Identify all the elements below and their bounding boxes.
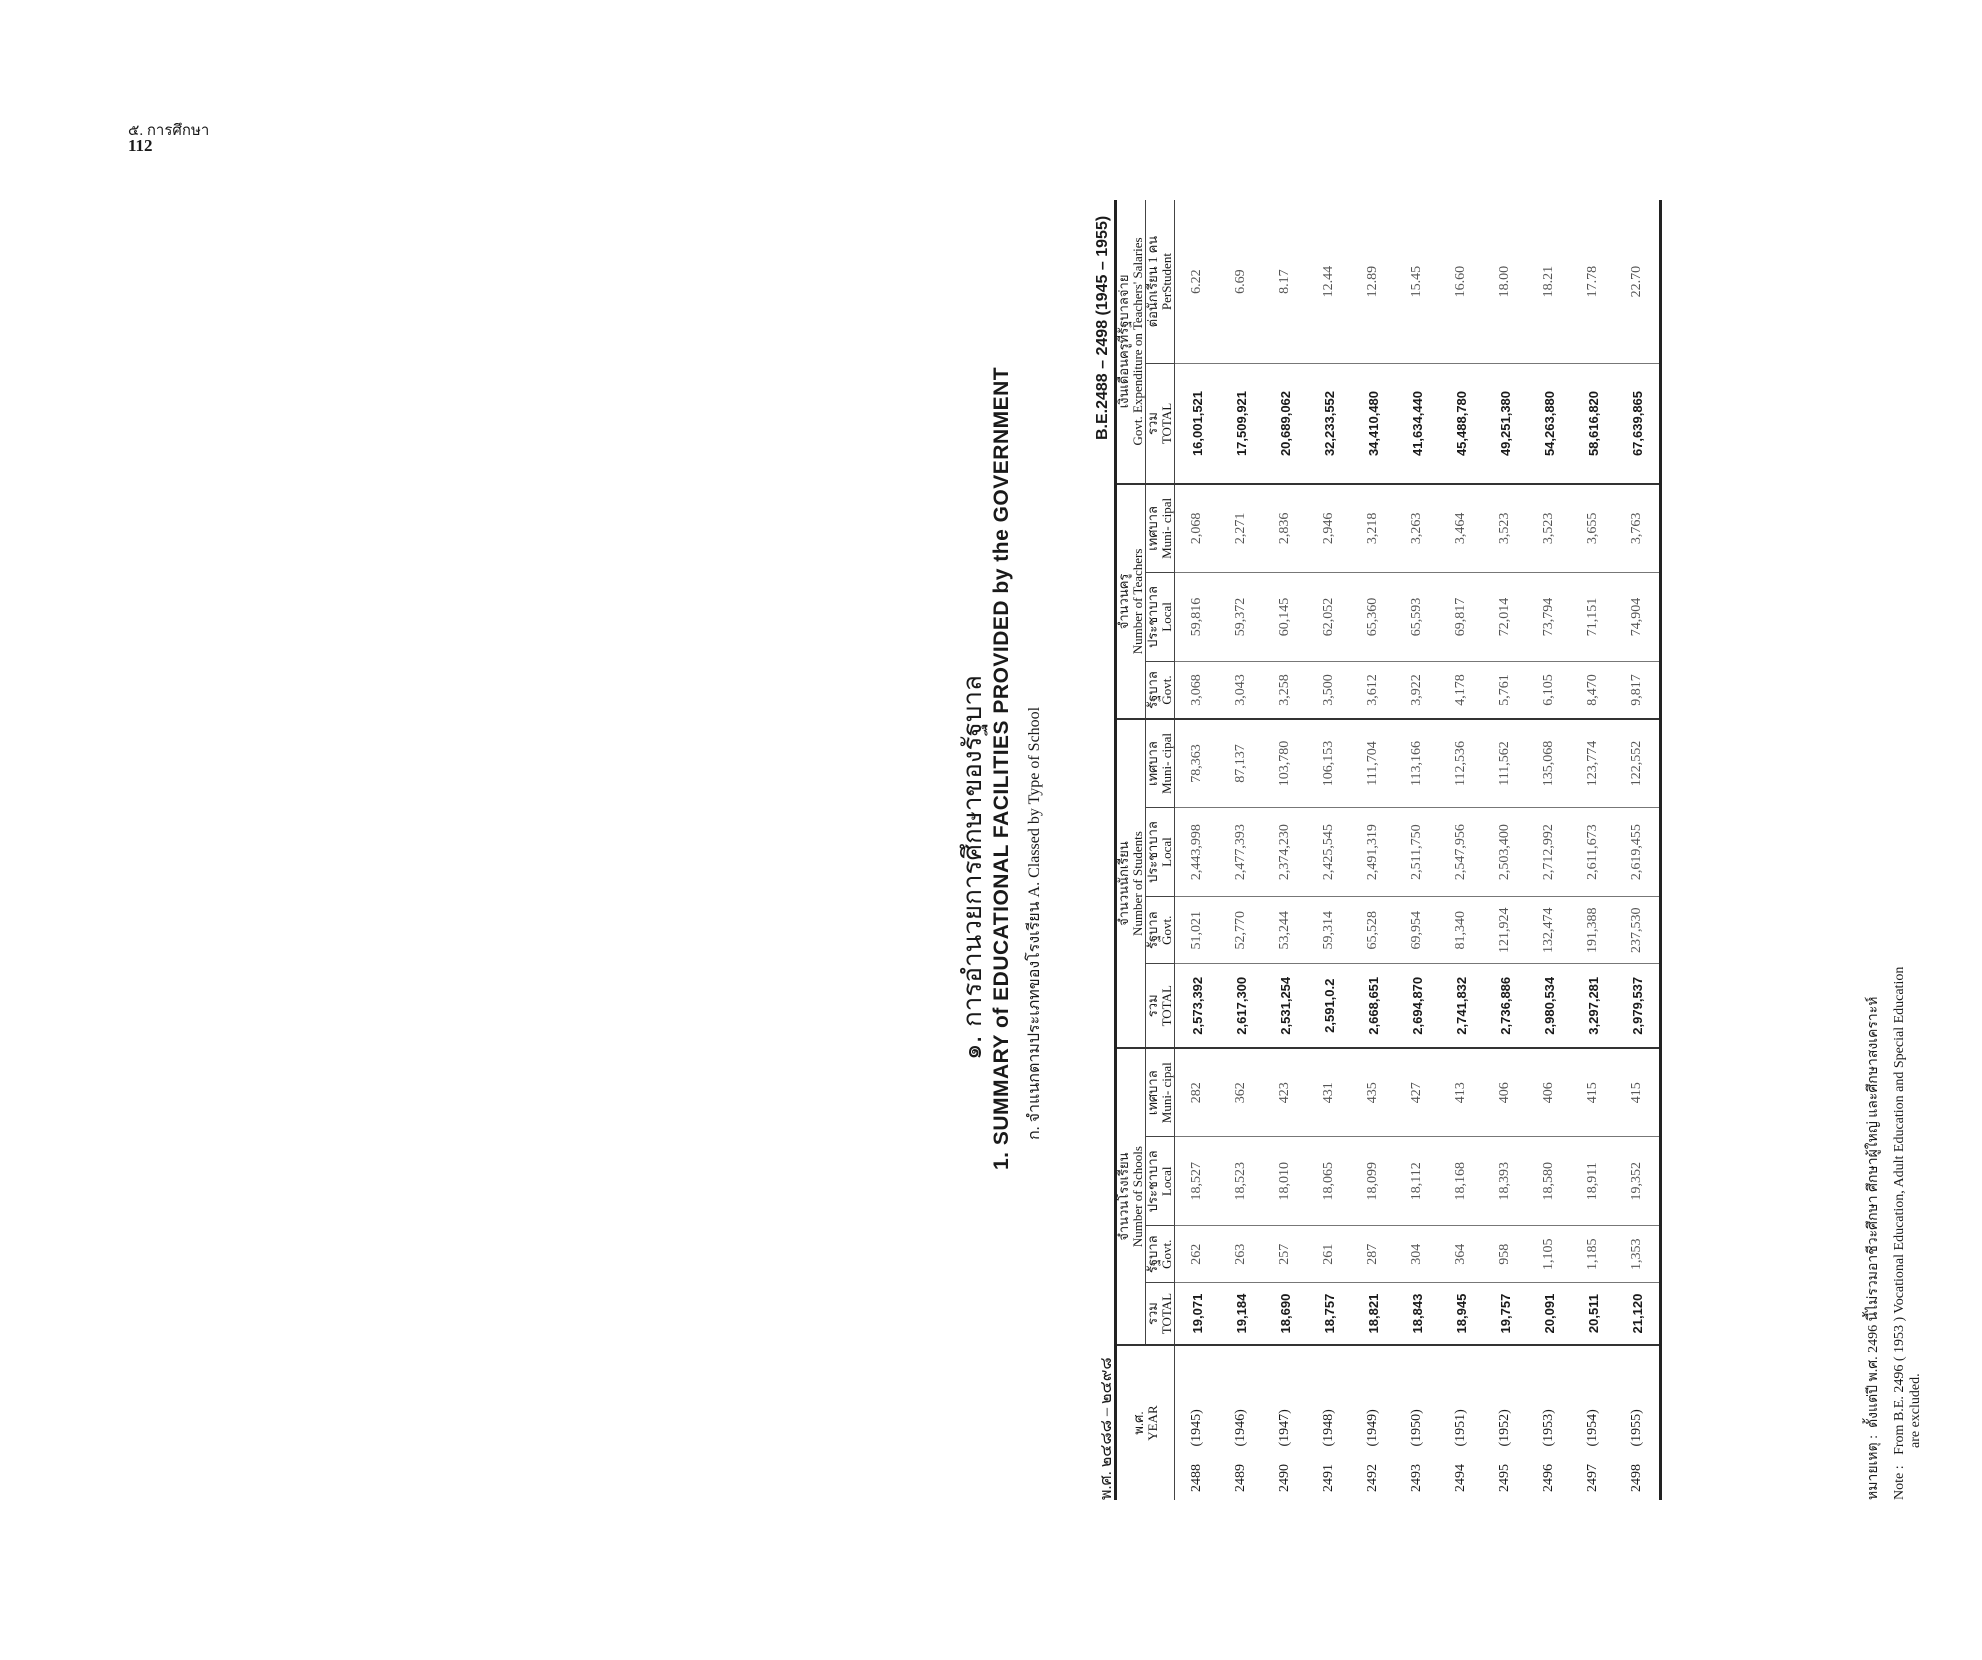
table-row <box>1351 200 1395 1500</box>
cell-st-local: 2,712,992 <box>1527 808 1571 897</box>
cell-st-total: 2,980,534 <box>1527 964 1571 1048</box>
cell-t-muni: 3,763 <box>1615 484 1661 573</box>
education-summary-table <box>1114 200 1662 1500</box>
cell-st-local: 2,374,230 <box>1263 808 1307 897</box>
cell-year: 2488 (1945) <box>1189 1409 1204 1492</box>
cell-t-local: 60,145 <box>1263 572 1307 661</box>
rotated-page-content <box>958 200 1982 1500</box>
cell-t-govt: 3,922 <box>1395 661 1439 719</box>
cell-t-govt: 6,105 <box>1527 661 1571 719</box>
cell-t-muni: 3,464 <box>1439 484 1483 573</box>
cell-t-govt: 9,817 <box>1615 661 1661 719</box>
cell-s-local: 18,099 <box>1351 1137 1395 1226</box>
table-row <box>1439 200 1483 1500</box>
cell-st-muni: 135,068 <box>1527 719 1571 808</box>
cell-t-muni: 3,523 <box>1527 484 1571 573</box>
cell-st-muni: 123,774 <box>1571 719 1615 808</box>
cell-st-total: 2,741,832 <box>1439 964 1483 1048</box>
schools-muni-header: เทศบาล Muni- cipal <box>1146 1048 1175 1137</box>
teachers-local-header: ประชาบาล Local <box>1146 572 1175 661</box>
students-group-header: จำนวนนักเรียน Number of Students <box>1116 719 1146 1048</box>
cell-year: 2498 (1955) <box>1629 1409 1644 1492</box>
cell-e-per: 12.89 <box>1351 200 1395 364</box>
subtitle: ก. จำแนกตามประเภทของโรงเรียน A. Classed by Type of School <box>1026 706 1043 1140</box>
cell-e-total: 41,634,440 <box>1395 364 1439 484</box>
cell-st-total: 3,297,281 <box>1571 964 1615 1048</box>
title-thai: ๑. การอำนวยการศึกษาของรัฐบาล <box>958 675 988 1060</box>
cell-s-govt: 257 <box>1263 1226 1307 1283</box>
table-row <box>1219 200 1263 1500</box>
schools-total-header: รวม TOTAL <box>1146 1283 1175 1345</box>
students-muni-header: เทศบาล Muni- cipal <box>1146 719 1175 808</box>
cell-e-total: 49,251,380 <box>1483 364 1527 484</box>
cell-year: 2496 (1953) <box>1541 1409 1556 1492</box>
cell-year: 2491 (1948) <box>1321 1409 1336 1492</box>
cell-st-muni: 111,704 <box>1351 719 1395 808</box>
cell-t-govt: 3,068 <box>1175 661 1220 719</box>
cell-s-govt: 262 <box>1175 1226 1220 1283</box>
cell-s-muni: 362 <box>1219 1048 1263 1137</box>
expenditure-per-student-header: ต่อนักเรียน 1 คน PerStudent <box>1146 200 1175 364</box>
cell-st-govt: 52,770 <box>1219 897 1263 964</box>
cell-st-total: 2,617,300 <box>1219 964 1263 1048</box>
cell-t-local: 74,904 <box>1615 572 1661 661</box>
cell-s-total: 18,690 <box>1263 1283 1307 1345</box>
cell-e-per: 6.69 <box>1219 200 1263 364</box>
cell-t-muni: 3,263 <box>1395 484 1439 573</box>
cell-e-per: 18.21 <box>1527 200 1571 364</box>
cell-e-total: 20,689,062 <box>1263 364 1307 484</box>
table-body <box>1175 200 1661 1500</box>
table-row <box>1483 200 1527 1500</box>
cell-s-local: 18,523 <box>1219 1137 1263 1226</box>
cell-st-total: 2,694,870 <box>1395 964 1439 1048</box>
cell-st-total: 2,531,254 <box>1263 964 1307 1048</box>
teachers-group-header: จำนวนครู Number of Teachers <box>1116 484 1146 719</box>
students-total-header: รวม TOTAL <box>1146 964 1175 1048</box>
cell-year: 2489 (1946) <box>1233 1409 1248 1492</box>
cell-st-govt: 81,340 <box>1439 897 1483 964</box>
cell-st-total: 2,736,886 <box>1483 964 1527 1048</box>
cell-s-govt: 287 <box>1351 1226 1395 1283</box>
teachers-muni-header: เทศบาล Muni- cipal <box>1146 484 1175 573</box>
table-row <box>1527 200 1571 1500</box>
cell-s-total: 19,071 <box>1175 1283 1220 1345</box>
cell-t-govt: 3,612 <box>1351 661 1395 719</box>
students-govt-header: รัฐบาล Govt. <box>1146 897 1175 964</box>
cell-e-per: 18.00 <box>1483 200 1527 364</box>
cell-e-per: 12.44 <box>1307 200 1351 364</box>
cell-s-muni: 413 <box>1439 1048 1483 1137</box>
cell-t-govt: 3,500 <box>1307 661 1351 719</box>
cell-s-local: 18,911 <box>1571 1137 1615 1226</box>
cell-s-total: 19,184 <box>1219 1283 1263 1345</box>
cell-s-local: 18,580 <box>1527 1137 1571 1226</box>
notes <box>1862 967 1924 1500</box>
cell-s-muni: 423 <box>1263 1048 1307 1137</box>
cell-st-muni: 87,137 <box>1219 719 1263 808</box>
cell-t-local: 59,816 <box>1175 572 1220 661</box>
cell-s-govt: 304 <box>1395 1226 1439 1283</box>
cell-st-local: 2,611,673 <box>1571 808 1615 897</box>
cell-e-per: 16.60 <box>1439 200 1483 364</box>
cell-year: 2492 (1949) <box>1365 1409 1380 1492</box>
cell-st-govt: 191,388 <box>1571 897 1615 964</box>
cell-t-local: 73,794 <box>1527 572 1571 661</box>
cell-t-muni: 2,271 <box>1219 484 1263 573</box>
table-row <box>1395 200 1439 1500</box>
cell-s-muni: 431 <box>1307 1048 1351 1137</box>
cell-s-total: 18,757 <box>1307 1283 1351 1345</box>
cell-s-govt: 263 <box>1219 1226 1263 1283</box>
cell-st-local: 2,443,998 <box>1175 808 1220 897</box>
cell-t-muni: 3,655 <box>1571 484 1615 573</box>
cell-s-govt: 364 <box>1439 1226 1483 1283</box>
cell-t-govt: 5,761 <box>1483 661 1527 719</box>
cell-s-muni: 415 <box>1571 1048 1615 1137</box>
cell-year: 2495 (1952) <box>1497 1409 1512 1492</box>
cell-t-local: 71,151 <box>1571 572 1615 661</box>
cell-s-total: 18,945 <box>1439 1283 1483 1345</box>
cell-st-total: 2,979,537 <box>1615 964 1661 1048</box>
table-row <box>1615 200 1661 1500</box>
year-header: พ.ศ. YEAR <box>1116 1345 1175 1500</box>
cell-t-local: 65,360 <box>1351 572 1395 661</box>
cell-e-per: 17.78 <box>1571 200 1615 364</box>
expenditure-group-header: เงินเดือนครูที่รัฐบาลจ่าย Govt. Expenditure on Teachers' Salaries <box>1116 200 1146 484</box>
cell-s-govt: 1,353 <box>1615 1226 1661 1283</box>
cell-st-govt: 121,924 <box>1483 897 1527 964</box>
cell-st-total: 2,573,392 <box>1175 964 1220 1048</box>
cell-t-muni: 2,946 <box>1307 484 1351 573</box>
cell-st-local: 2,477,393 <box>1219 808 1263 897</box>
cell-e-total: 16,001,521 <box>1175 364 1220 484</box>
cell-st-total: 2,668,651 <box>1351 964 1395 1048</box>
cell-t-local: 59,372 <box>1219 572 1263 661</box>
cell-st-muni: 122,552 <box>1615 719 1661 808</box>
cell-s-local: 18,065 <box>1307 1137 1351 1226</box>
cell-t-local: 72,014 <box>1483 572 1527 661</box>
cell-st-govt: 53,244 <box>1263 897 1307 964</box>
cell-t-muni: 3,218 <box>1351 484 1395 573</box>
cell-s-muni: 406 <box>1483 1048 1527 1137</box>
cell-t-muni: 2,068 <box>1175 484 1220 573</box>
students-local-header: ประชาบาล Local <box>1146 808 1175 897</box>
cell-s-muni: 282 <box>1175 1048 1220 1137</box>
cell-st-muni: 112,536 <box>1439 719 1483 808</box>
cell-s-muni: 435 <box>1351 1048 1395 1137</box>
cell-t-muni: 3,523 <box>1483 484 1527 573</box>
cell-st-local: 2,547,956 <box>1439 808 1483 897</box>
cell-s-total: 20,511 <box>1571 1283 1615 1345</box>
expenditure-total-header: รวม TOTAL <box>1146 364 1175 484</box>
cell-st-local: 2,503,400 <box>1483 808 1527 897</box>
cell-e-total: 34,410,480 <box>1351 364 1395 484</box>
cell-st-local: 2,619,455 <box>1615 808 1661 897</box>
table-row <box>1263 200 1307 1500</box>
cell-t-muni: 2,836 <box>1263 484 1307 573</box>
cell-s-local: 18,010 <box>1263 1137 1307 1226</box>
cell-s-total: 18,821 <box>1351 1283 1395 1345</box>
cell-year: 2497 (1954) <box>1585 1409 1600 1492</box>
note-label-thai: หมายเหตุ : <box>1866 1434 1881 1500</box>
table-row <box>1307 200 1351 1500</box>
period-english: B.E.2488 – 2498 (1945 – 1955) <box>1094 215 1111 440</box>
schools-group-header: จำนวนโรงเรียน Number of Schools <box>1116 1048 1146 1345</box>
cell-s-local: 19,352 <box>1615 1137 1661 1226</box>
note-text-en-cont: are excluded. <box>1908 1373 1923 1448</box>
cell-year: 2493 (1950) <box>1409 1409 1424 1492</box>
cell-st-local: 2,511,750 <box>1395 808 1439 897</box>
cell-t-local: 62,052 <box>1307 572 1351 661</box>
cell-t-govt: 8,470 <box>1571 661 1615 719</box>
cell-e-per: 15.45 <box>1395 200 1439 364</box>
cell-st-muni: 78,363 <box>1175 719 1220 808</box>
cell-t-govt: 3,258 <box>1263 661 1307 719</box>
cell-e-per: 8.17 <box>1263 200 1307 364</box>
cell-e-total: 17,509,921 <box>1219 364 1263 484</box>
cell-s-govt: 1,185 <box>1571 1226 1615 1283</box>
cell-st-local: 2,491,319 <box>1351 808 1395 897</box>
page-number: 112 <box>128 136 153 155</box>
cell-st-govt: 59,314 <box>1307 897 1351 964</box>
cell-st-muni: 106,153 <box>1307 719 1351 808</box>
note-text-en: From B.E. 2496 ( 1953 ) Vocational Education, Adult Education and Special Education <box>1892 966 1907 1455</box>
cell-year: 2494 (1951) <box>1453 1409 1468 1492</box>
cell-s-local: 18,112 <box>1395 1137 1439 1226</box>
cell-st-govt: 65,528 <box>1351 897 1395 964</box>
cell-s-muni: 415 <box>1615 1048 1661 1137</box>
note-label-en: Note : <box>1892 1465 1907 1500</box>
cell-st-govt: 51,021 <box>1175 897 1220 964</box>
schools-govt-header: รัฐบาล Govt. <box>1146 1226 1175 1283</box>
cell-s-local: 18,527 <box>1175 1137 1220 1226</box>
cell-st-total: 2,591,0.2 <box>1307 964 1351 1048</box>
cell-st-govt: 237,530 <box>1615 897 1661 964</box>
cell-e-per: 6.22 <box>1175 200 1220 364</box>
schools-local-header: ประชาบาล Local <box>1146 1137 1175 1226</box>
cell-e-per: 22.70 <box>1615 200 1661 364</box>
cell-s-total: 21,120 <box>1615 1283 1661 1345</box>
section-heading: ๕. การศึกษา <box>128 123 210 139</box>
cell-s-total: 18,843 <box>1395 1283 1439 1345</box>
cell-t-local: 65,593 <box>1395 572 1439 661</box>
cell-e-total: 67,639,865 <box>1615 364 1661 484</box>
cell-s-local: 18,393 <box>1483 1137 1527 1226</box>
cell-st-muni: 113,166 <box>1395 719 1439 808</box>
cell-s-local: 18,168 <box>1439 1137 1483 1226</box>
period-thai: พ.ศ. ๒๔๘๘ – ๒๔๙๘ <box>1098 1357 1115 1500</box>
cell-e-total: 58,616,820 <box>1571 364 1615 484</box>
cell-s-muni: 427 <box>1395 1048 1439 1137</box>
cell-st-muni: 111,562 <box>1483 719 1527 808</box>
cell-e-total: 54,263,880 <box>1527 364 1571 484</box>
teachers-govt-header: รัฐบาล Govt. <box>1146 661 1175 719</box>
title-english: 1. SUMMARY of EDUCATIONAL FACILITIES PROVIDED by the GOVERNMENT <box>990 366 1013 1170</box>
cell-st-muni: 103,780 <box>1263 719 1307 808</box>
cell-st-govt: 132,474 <box>1527 897 1571 964</box>
cell-s-total: 19,757 <box>1483 1283 1527 1345</box>
cell-s-total: 20,091 <box>1527 1283 1571 1345</box>
cell-t-govt: 4,178 <box>1439 661 1483 719</box>
cell-s-muni: 406 <box>1527 1048 1571 1137</box>
note-text-thai: ตั้งแต่ปี พ.ศ. 2496 นี้ไม่รวมอาชีวะศึกษา ศึกษาผู้ใหญ่ และศึกษาสงเคราะห์ <box>1866 996 1881 1428</box>
cell-t-local: 69,817 <box>1439 572 1483 661</box>
cell-year: 2490 (1947) <box>1277 1409 1292 1492</box>
cell-st-local: 2,425,545 <box>1307 808 1351 897</box>
table-row <box>1571 200 1615 1500</box>
cell-s-govt: 958 <box>1483 1226 1527 1283</box>
cell-e-total: 32,233,552 <box>1307 364 1351 484</box>
cell-t-govt: 3,043 <box>1219 661 1263 719</box>
table-row <box>1175 200 1220 1500</box>
cell-e-total: 45,488,780 <box>1439 364 1483 484</box>
cell-st-govt: 69,954 <box>1395 897 1439 964</box>
cell-s-govt: 261 <box>1307 1226 1351 1283</box>
cell-s-govt: 1,105 <box>1527 1226 1571 1283</box>
